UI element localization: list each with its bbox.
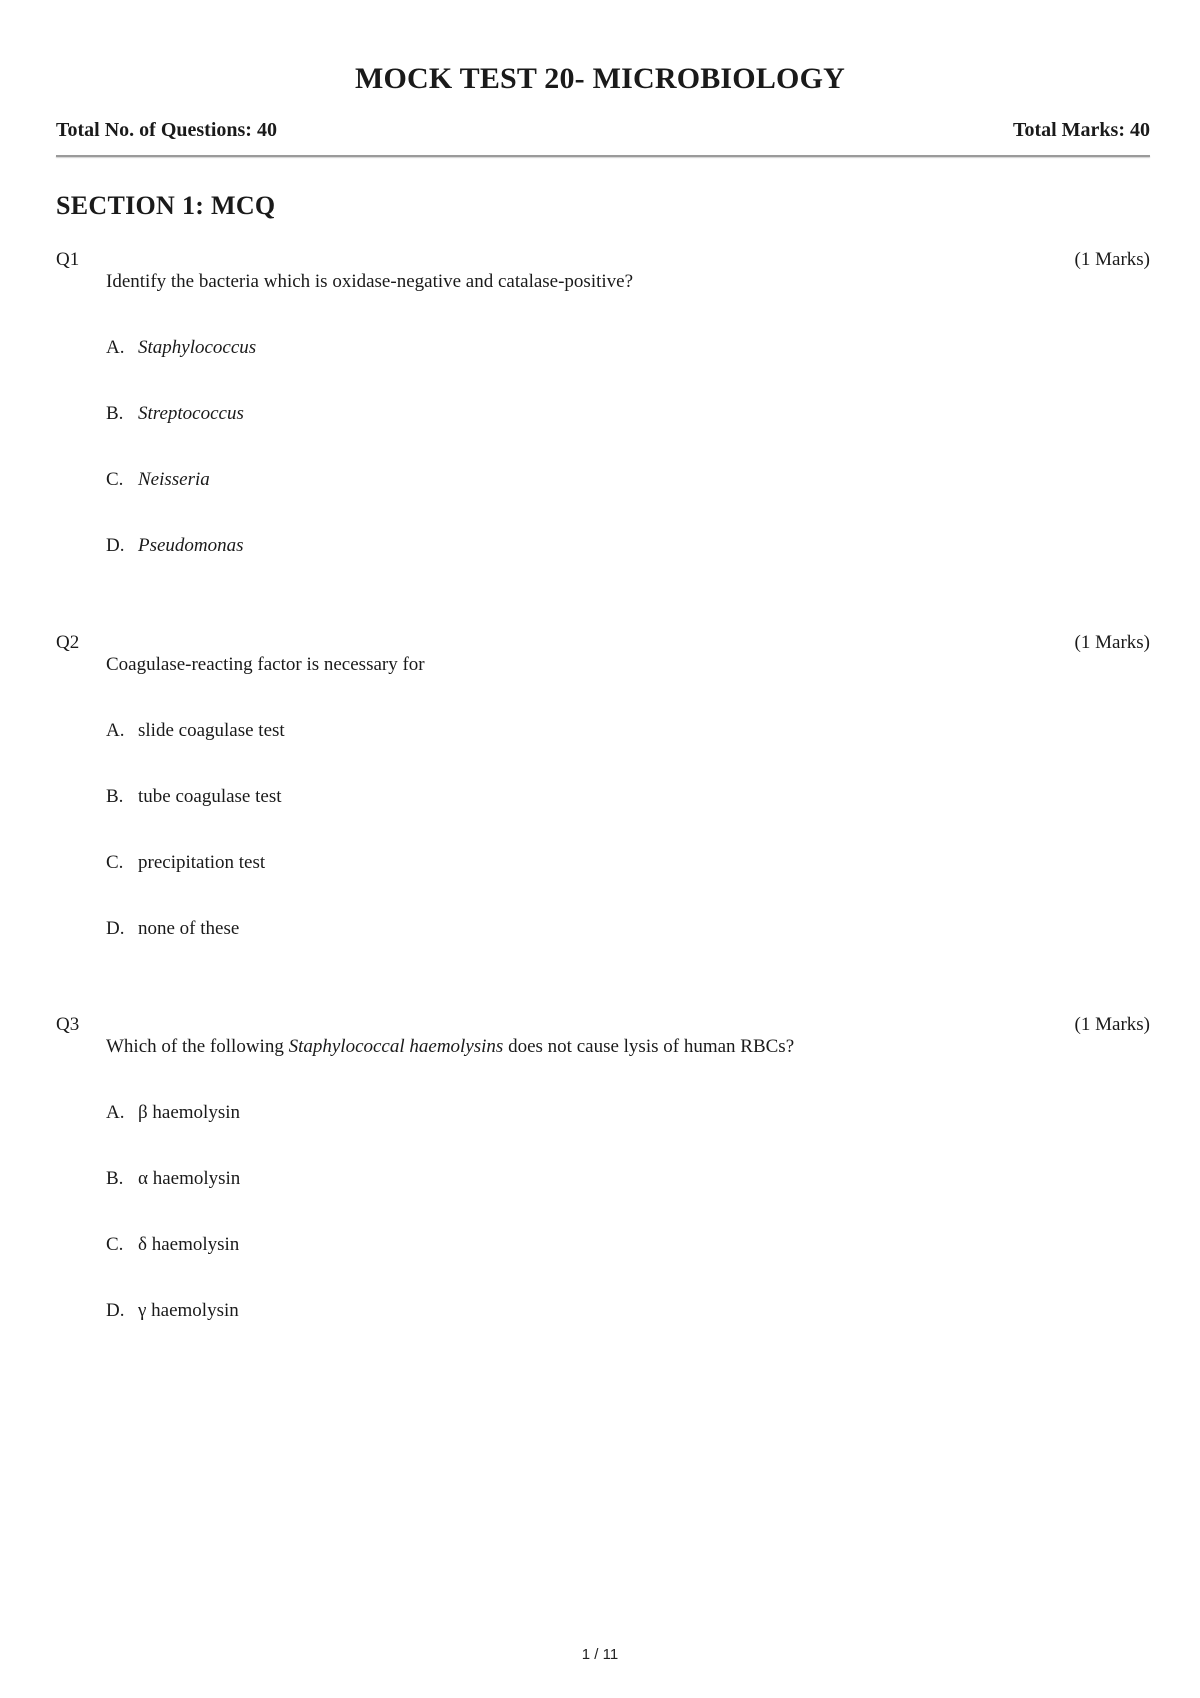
question-marks: (1 Marks) (1074, 1014, 1150, 1035)
option-c[interactable] (106, 852, 1150, 874)
question-header (56, 1014, 1150, 1036)
option-text: Staphylococcus (138, 337, 257, 358)
option-text: γ haemolysin (138, 1300, 239, 1321)
option-a[interactable] (106, 1102, 1150, 1124)
option-text: tube coagulase test (138, 786, 282, 807)
question-number: Q1 (56, 249, 80, 270)
question-number: Q3 (56, 1014, 80, 1035)
option-text: Pseudomonas (138, 535, 244, 556)
option-text: α haemolysin (138, 1168, 241, 1189)
option-text: none of these (138, 918, 240, 939)
question-marks: (1 Marks) (1074, 632, 1150, 653)
total-marks-label: Total Marks: 40 (1012, 119, 1150, 141)
option-text: slide coagulase test (138, 720, 285, 741)
question-number: Q2 (56, 632, 80, 653)
option-text: Neisseria (138, 469, 210, 490)
option-a[interactable] (106, 720, 1150, 742)
question-header (56, 249, 1150, 271)
option-letter: A. (106, 337, 125, 358)
option-a[interactable] (106, 337, 1150, 359)
document-title: MOCK TEST 20- MICROBIOLOGY (355, 62, 845, 95)
option-letter: C. (106, 469, 124, 490)
option-letter: A. (106, 1102, 125, 1123)
option-text: precipitation test (138, 852, 266, 873)
option-text: Streptococcus (138, 403, 244, 424)
option-text: β haemolysin (138, 1102, 241, 1123)
option-letter: A. (106, 720, 125, 741)
question-marks: (1 Marks) (1074, 249, 1150, 270)
option-letter: C. (106, 1234, 124, 1255)
question-text: Identify the bacteria which is oxidase-negative and catalase-positive? (106, 271, 634, 292)
header-divider (56, 155, 1150, 157)
option-list (106, 337, 1150, 557)
option-d[interactable] (106, 918, 1150, 940)
test-summary-row (56, 119, 1150, 142)
option-d[interactable] (106, 535, 1150, 557)
option-letter: D. (106, 918, 125, 939)
option-letter: B. (106, 403, 124, 424)
option-c[interactable] (106, 1234, 1150, 1256)
option-c[interactable] (106, 469, 1150, 491)
option-text: δ haemolysin (138, 1234, 240, 1255)
question-text-start: Which of the following (106, 1036, 289, 1057)
option-letter: D. (106, 535, 125, 556)
option-b[interactable] (106, 403, 1150, 425)
option-list (106, 1102, 1150, 1322)
question-text-emphasis: Staphylococcal haemolysins (288, 1036, 504, 1057)
option-list (106, 720, 1150, 940)
question-text-end: does not cause lysis of human RBCs? (503, 1036, 795, 1057)
question-2 (56, 632, 1150, 940)
question-text: Coagulase-reacting factor is necessary for (106, 654, 425, 675)
option-letter: D. (106, 1300, 125, 1321)
option-letter: C. (106, 852, 124, 873)
option-letter: B. (106, 786, 124, 807)
page-indicator: 1 / 11 (581, 1646, 619, 1663)
option-letter: B. (106, 1168, 124, 1189)
question-header (56, 632, 1150, 654)
question-3 (56, 1014, 1150, 1322)
question-text (106, 1036, 1150, 1058)
section-title: SECTION 1: MCQ (56, 191, 276, 220)
question-1 (56, 249, 1150, 557)
total-questions-label: Total No. of Questions: 40 (56, 119, 277, 141)
option-b[interactable] (106, 1168, 1150, 1190)
option-b[interactable] (106, 786, 1150, 808)
option-d[interactable] (106, 1300, 1150, 1322)
